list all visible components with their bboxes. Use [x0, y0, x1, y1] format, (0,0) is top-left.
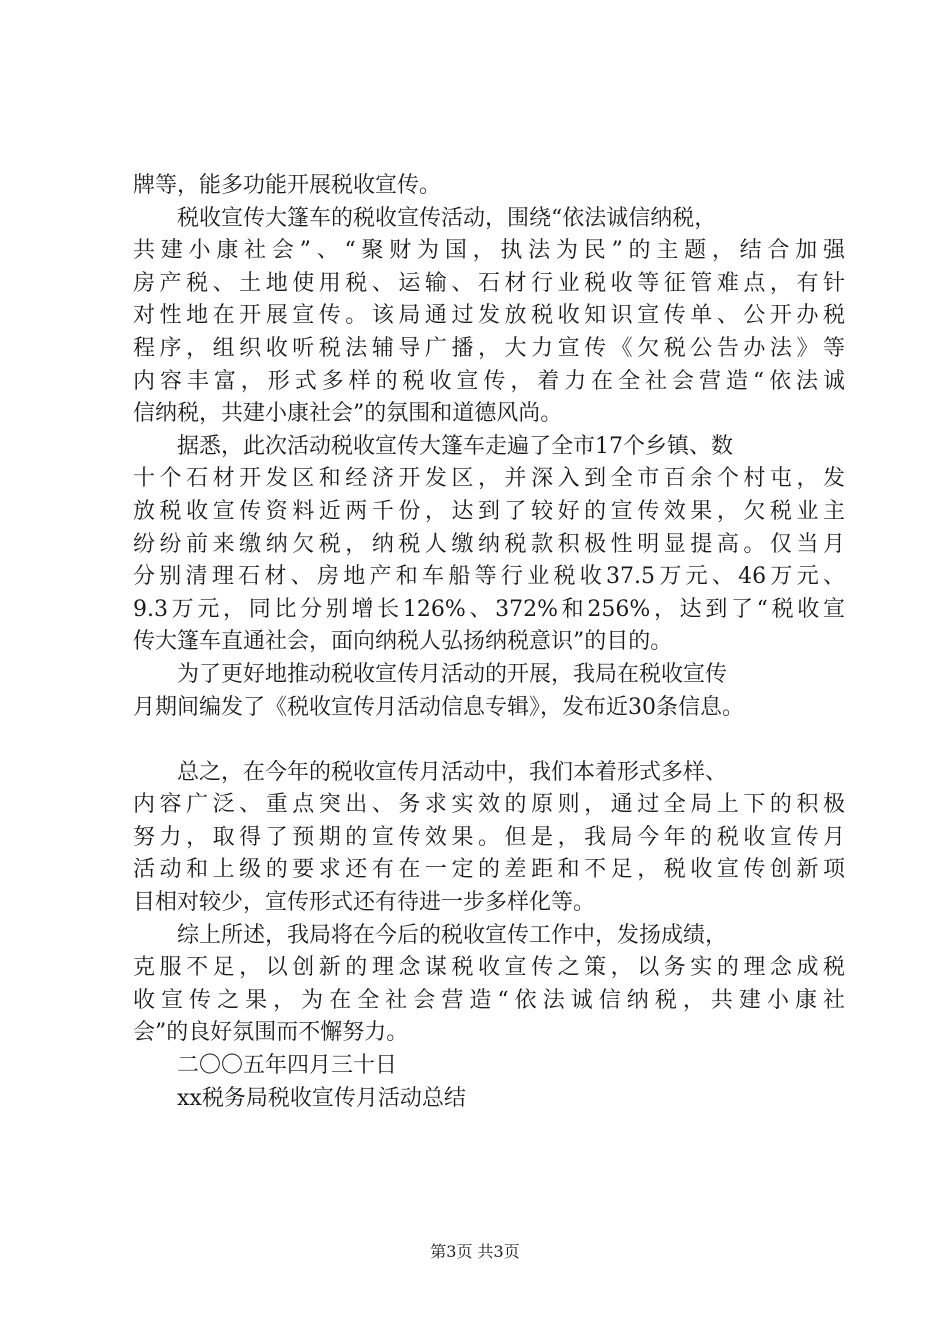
text-line: 会”的良好氛围而不懈努力。 — [133, 1020, 409, 1046]
paragraph-start: 综上所述，我局将在今后的税收宣传工作中，发扬成绩， — [177, 922, 728, 948]
text-line: 信纳税，共建小康社会”的氛围和道德风尚。 — [133, 401, 563, 427]
text-line: 分别清理石材、房地产和车船等行业税收37.5万元、46万元、 — [133, 564, 845, 590]
paragraph-start: 总之，在今年的税收宣传月活动中，我们本着形式多样、 — [177, 759, 728, 785]
page-footer: 第3页 共3页 — [430, 1242, 520, 1261]
text-line: 放税收宣传资料近两千份，达到了较好的宣传效果，欠税业主 — [133, 498, 845, 524]
text-line: 目相对较少，宣传形式还有待进一步多样化等。 — [133, 890, 596, 916]
text-line: 内容丰富，形式多样的税收宣传，着力在全社会营造“依法诚 — [133, 368, 845, 394]
paragraph-start: 据悉，此次活动税收宣传大篷车走遍了全市17个乡镇、数 — [177, 433, 733, 459]
document-title-line: xx税务局税收宣传月活动总结 — [177, 1085, 466, 1111]
text-line: 对性地在开展宣传。该局通过发放税收知识宣传单、公开办税 — [133, 303, 845, 329]
text-line: 努力，取得了预期的宣传效果。但是，我局今年的税收宣传月 — [133, 824, 845, 850]
text-line: 内容广泛、重点突出、务求实效的原则，通过全局上下的积极 — [133, 792, 845, 818]
paragraph-start: 税收宣传大篷车的税收宣传活动，围绕“依法诚信纳税， — [177, 205, 717, 231]
text-line: 月期间编发了《税收宣传月活动信息专辑》，发布近30条信息。 — [133, 694, 744, 720]
text-line: 收宣传之果，为在全社会营造“依法诚信纳税，共建小康社 — [133, 987, 845, 1013]
text-line: 克服不足，以创新的理念谋税收宣传之策，以务实的理念成税 — [133, 955, 845, 981]
text-line: 十个石材开发区和经济开发区，并深入到全市百余个村屯，发 — [133, 466, 845, 492]
text-line: 共建小康社会”、“聚财为国，执法为民”的主题，结合加强 — [133, 238, 845, 264]
text-line: 牌等，能多功能开展税收宣传。 — [133, 173, 442, 198]
text-line: 传大篷车直通社会，面向纳税人弘扬纳税意识”的目的。 — [133, 629, 673, 655]
paragraph-gap — [133, 724, 845, 757]
text-line: 9.3万元，同比分别增长126%、372%和256%，达到了“税收宣 — [133, 596, 845, 622]
date-line: 二〇〇五年四月三十日 — [177, 1053, 398, 1079]
document-body — [133, 170, 845, 1115]
paragraph-start: 为了更好地推动税收宣传月活动的开展，我局在税收宣传 — [177, 661, 728, 687]
text-line: 房产税、土地使用税、运输、石材行业税收等征管难点，有针 — [133, 270, 845, 296]
text-line: 纷纷前来缴纳欠税，纳税人缴纳税款积极性明显提高。仅当月 — [133, 531, 845, 557]
text-line: 程序，组织收听税法辅导广播，大力宣传《欠税公告办法》等 — [133, 335, 845, 361]
text-line: 活动和上级的要求还有在一定的差距和不足，税收宣传创新项 — [133, 857, 845, 883]
